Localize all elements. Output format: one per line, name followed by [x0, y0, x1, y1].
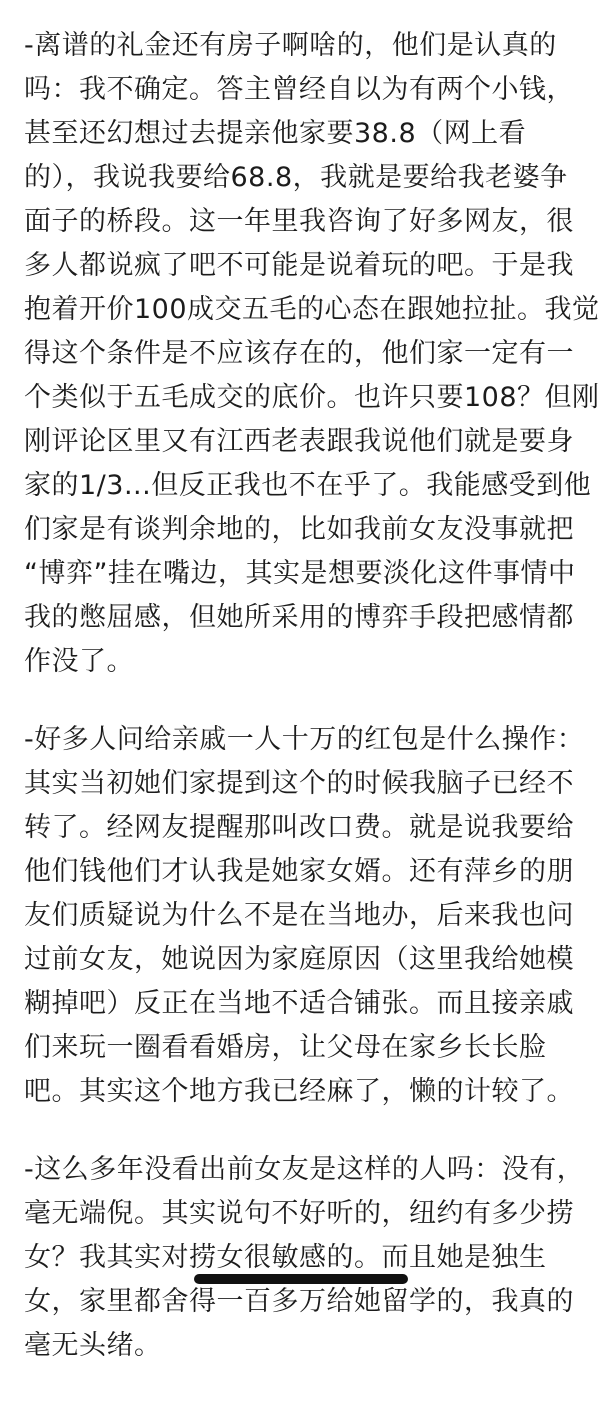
- text-line: 糊掉吧）反正在当地不适合铺张。而且接亲戚: [24, 988, 574, 1019]
- text-line: 友们质疑说为什么不是在当地办，后来我也问: [24, 900, 574, 931]
- paragraph-red-envelope: [24, 718, 584, 1114]
- paragraph-ex-girlfriend: [24, 1148, 584, 1368]
- text-line: 女？我其实对捞女很敏感的。而且她是独生: [24, 1242, 547, 1273]
- text-line: 抱着开价100成交五毛的心态在跟她拉扯。我觉: [24, 294, 600, 325]
- text-line: 刚评论区里又有江西老表跟我说他们就是要身: [24, 426, 574, 457]
- paragraph-gift-money: [24, 24, 600, 684]
- text-line: 其实当初她们家提到这个的时候我脑子已经不: [24, 768, 574, 799]
- text-line: 的），我说我要给68.8，我就是要给我老婆争: [24, 162, 568, 193]
- text-line: 个类似于五毛成交的底价。也许只要108？但刚: [24, 382, 600, 413]
- text-line: “博弈”挂在嘴边，其实是想要淡化这件事情中: [24, 558, 576, 589]
- text-line: 毫无端倪。其实说句不好听的，纽约有多少捞: [24, 1198, 574, 1229]
- text-line: 甚至还幻想过去提亲他家要38.8（网上看: [24, 118, 527, 149]
- text-line: 们家是有谈判余地的，比如我前女友没事就把: [24, 514, 574, 545]
- text-line: 过前女友，她说因为家庭原因（这里我给她模: [24, 944, 574, 975]
- text-line: 吧。其实这个地方我已经麻了，懒的计较了。: [24, 1076, 574, 1107]
- text-line: 我的憋屈感，但她所采用的博弈手段把感情都: [24, 602, 574, 633]
- text-line: -这么多年没看出前女友是这样的人吗：没有，: [24, 1154, 585, 1185]
- text-line: 吗：我不确定。答主曾经自以为有两个小钱，: [24, 74, 574, 105]
- text-line: 毫无头绪。: [24, 1330, 162, 1361]
- text-line: 家的1/3...但反正我也不在乎了。我能感受到他: [24, 470, 592, 501]
- text-line: 作没了。: [24, 646, 134, 677]
- text-line: 多人都说疯了吧不可能是说着玩的吧。于是我: [24, 250, 574, 281]
- text-line: 们来玩一圈看看婚房，让父母在家乡长长脸: [24, 1032, 547, 1063]
- text-line: -离谱的礼金还有房子啊啥的，他们是认真的: [24, 30, 557, 61]
- text-line: -好多人问给亲戚一人十万的红包是什么操作：: [24, 724, 585, 755]
- post-text-content: [24, 24, 600, 1402]
- text-line: 得这个条件是不应该存在的，他们家一定有一: [24, 338, 574, 369]
- text-line: 转了。经网友提醒那叫改口费。就是说我要给: [24, 812, 574, 843]
- text-line: 面子的桥段。这一年里我咨询了好多网友，很: [24, 206, 574, 237]
- home-indicator-bar[interactable]: [194, 1274, 408, 1284]
- text-line: 女，家里都舍得一百多万给她留学的，我真的: [24, 1286, 574, 1317]
- text-line: 他们钱他们才认我是她家女婿。还有萍乡的朋: [24, 856, 574, 887]
